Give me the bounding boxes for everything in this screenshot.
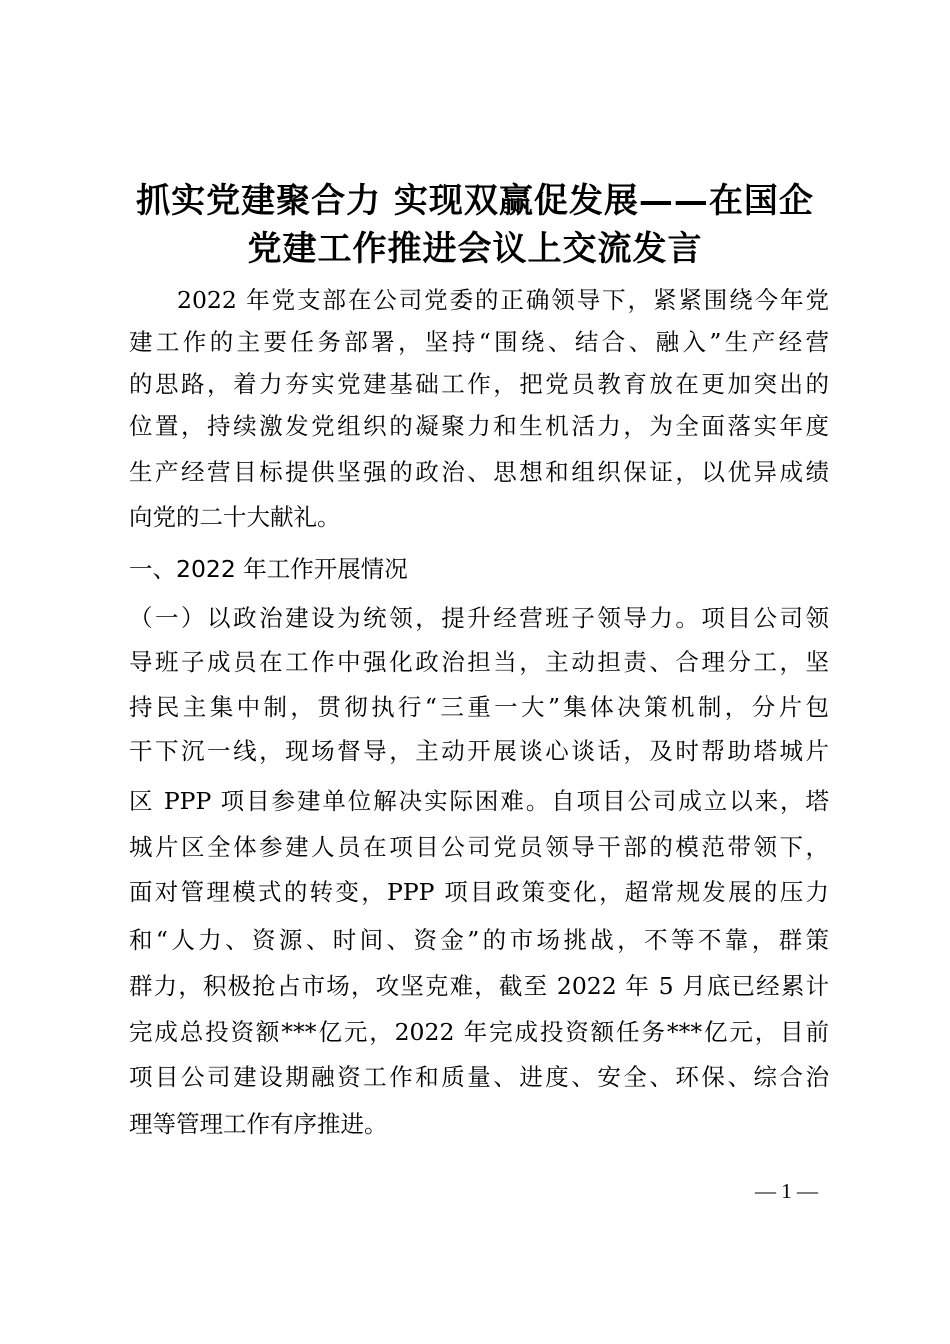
- section-paragraph-line: （一）以政治建设为统领，提升经营班子领导力。项目公司领: [129, 604, 829, 632]
- section-paragraph-line: 城片区全体参建人员在项目公司党员领导干部的模范带领下，: [129, 833, 829, 861]
- section-paragraph-line: 群力，积极抢占市场，攻坚克难，截至 2022 年 5 月底已经累计: [129, 972, 829, 1000]
- section-paragraph-line: 干下沉一线，现场督导，主动开展谈心谈话，及时帮助塔城片: [129, 737, 829, 765]
- section-paragraph-line: 和“人力、资源、时间、资金”的市场挑战，不等不靠，群策: [129, 926, 829, 954]
- intro-paragraph-line: 的思路，着力夯实党建基础工作，把党员教育放在更加突出的: [129, 370, 829, 398]
- section-paragraph-line: 区 PPP 项目参建单位解决实际困难。自项目公司成立以来，塔: [129, 787, 829, 815]
- section-paragraph-line: 项目公司建设期融资工作和质量、进度、安全、环保、综合治: [129, 1063, 829, 1091]
- section-paragraph-line: 面对管理模式的转变，PPP 项目政策变化，超常规发展的压力: [129, 878, 829, 906]
- section-paragraph-line: 理等管理工作有序推进。: [129, 1110, 388, 1138]
- intro-paragraph-line: 位置，持续激发党组织的凝聚力和生机活力，为全面落实年度: [129, 412, 829, 440]
- intro-paragraph-line: 2022 年党支部在公司党委的正确领导下，紧紧围绕今年党: [177, 286, 829, 314]
- section-paragraph-line: 导班子成员在工作中强化政治担当，主动担责、合理分工，坚: [129, 648, 829, 676]
- section-heading: 一、2022 年工作开展情况: [129, 555, 408, 583]
- section-paragraph-line: 持民主集中制，贯彻执行“三重一大”集体决策机制，分片包: [129, 693, 829, 721]
- intro-paragraph-line: 向党的二十大献礼。: [129, 503, 341, 531]
- document-title-line-2: 党建工作推进会议上交流发言: [247, 229, 703, 269]
- intro-paragraph-line: 建工作的主要任务部署，坚持“围绕、结合、融入”生产经营: [129, 328, 829, 356]
- page-number: — 1 —: [755, 1179, 818, 1203]
- section-paragraph-line: 完成总投资额***亿元，2022 年完成投资额任务***亿元，目前: [129, 1018, 829, 1046]
- intro-paragraph-line: 生产经营目标提供坚强的政治、思想和组织保证，以优异成绩: [129, 458, 829, 486]
- document-title-line-1: 抓实党建聚合力 实现双赢促发展——在国企: [136, 181, 814, 221]
